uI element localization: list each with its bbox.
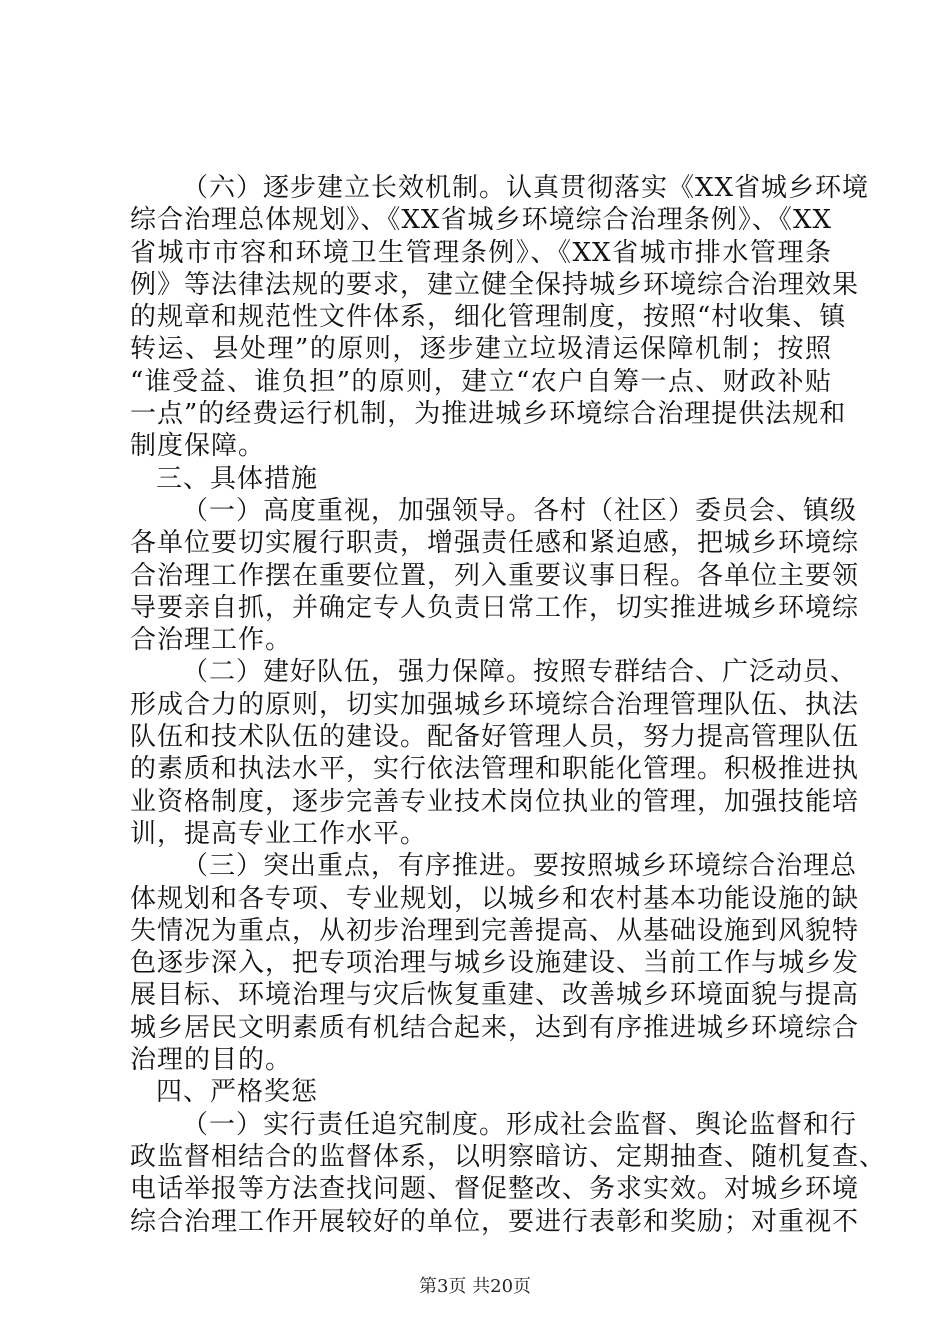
page-number-footer: 第3页 共20页 — [418, 1276, 532, 1297]
text-line: 色逐步深入，把专项治理与城乡设施建设、当前工作与城乡发 — [130, 948, 860, 979]
paragraph-accountability — [130, 1109, 887, 1238]
document-body — [130, 172, 887, 1238]
paragraph-6-long-term-mechanism — [130, 172, 870, 463]
text-line: 导要亲自抓，并确定专人负责日常工作，切实推进城乡环境综 — [130, 592, 860, 623]
text-line: 省城市市容和环境卫生管理条例》、《XX省城市排水管理条 — [130, 237, 832, 268]
paragraph-measure-3 — [130, 850, 860, 1076]
text-line: 一点”的经费运行机制，为推进城乡环境综合治理提供法规和 — [130, 399, 847, 430]
text-line: 电话举报等方法查找问题、督促整改、务求实效。对城乡环境 — [130, 1174, 860, 1205]
text-line: 各单位要切实履行职责，增强责任感和紧迫感，把城乡环境综 — [130, 528, 860, 559]
section-heading-4: 四、严格奖惩 — [156, 1077, 319, 1108]
paragraph-measure-1 — [130, 495, 860, 656]
text-line: 的素质和执法水平，实行依法管理和职能化管理。积极推进执 — [130, 754, 860, 785]
text-line: 合治理工作。 — [130, 625, 293, 656]
text-line: 队伍和技术队伍的建设。配备好管理人员，努力提高管理队伍 — [130, 722, 860, 753]
text-line: （一）实行责任追究制度。形成社会监督、舆论监督和行 — [182, 1109, 858, 1140]
text-line: 政监督相结合的监督体系，以明察暗访、定期抽查、随机复查、 — [130, 1141, 887, 1172]
text-line: “谁受益、谁负担”的原则，建立“农户自筹一点、财政补贴 — [130, 366, 832, 397]
text-line: （六）逐步建立长效机制。认真贯彻落实《XX省城乡环境 — [182, 173, 870, 203]
text-line: 制度保障。 — [130, 431, 266, 462]
text-line: （一）高度重视，加强领导。各村（社区）委员会、镇级 — [182, 495, 858, 526]
text-line: 治理的目的。 — [130, 1045, 293, 1076]
text-line: 合治理工作摆在重要位置，列入重要议事日程。各单位主要领 — [130, 560, 860, 591]
text-line: （二）建好队伍，强力保障。按照专群结合、广泛动员、 — [182, 657, 858, 688]
text-line: 的规章和规范性文件体系，细化管理制度，按照“村收集、镇 — [130, 302, 847, 333]
text-line: 综合治理总体规划》、《XX省城乡环境综合治理条例》、《XX — [130, 205, 832, 236]
text-line: 失情况为重点，从初步治理到完善提高、从基础设施到风貌特 — [130, 915, 860, 946]
paragraph-measure-2 — [130, 656, 860, 850]
text-line: 转运、县处理”的原则，逐步建立垃圾清运保障机制；按照 — [130, 334, 832, 365]
text-line: 业资格制度，逐步完善专业技术岗位执业的管理，加强技能培 — [130, 786, 860, 817]
text-line: 例》等法律法规的要求，建立健全保持城乡环境综合治理效果 — [130, 269, 860, 300]
text-line: 体规划和各专项、专业规划，以城乡和农村基本功能设施的缺 — [130, 883, 860, 914]
text-line: 训，提高专业工作水平。 — [130, 818, 428, 849]
text-line: 城乡居民文明素质有机结合起来，达到有序推进城乡环境综合 — [130, 1012, 860, 1043]
text-line: 形成合力的原则，切实加强城乡环境综合治理管理队伍、执法 — [130, 689, 860, 720]
section-heading-3: 三、具体措施 — [156, 463, 319, 494]
text-line: 展目标、环境治理与灾后恢复重建、改善城乡环境面貌与提高 — [130, 980, 860, 1011]
text-line: （三）突出重点，有序推进。要按照城乡环境综合治理总 — [182, 851, 858, 882]
text-line: 综合治理工作开展较好的单位，要进行表彰和奖励；对重视不 — [130, 1206, 860, 1237]
